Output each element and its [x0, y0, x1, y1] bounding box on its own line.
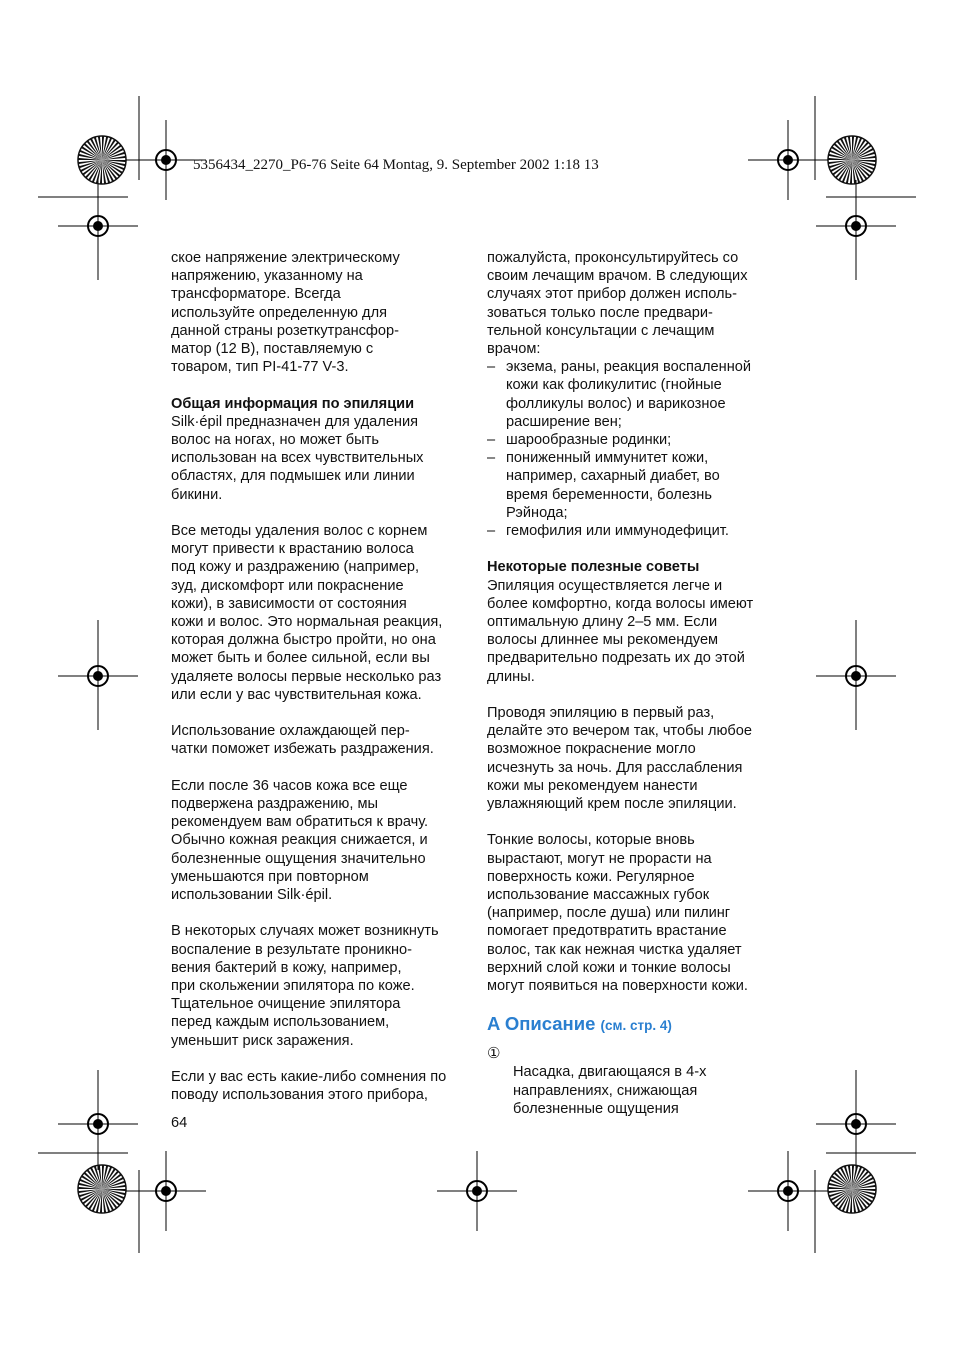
paragraph-first-time: Проводя эпиляцию в первый раз, делайте это вечером так, чтобы любое возможное покраснение могло исчезнуть за ночь. Для расслабления кожи мы рекомендуем нанести увлажняющий крем после эпиляции. [487, 705, 753, 813]
paragraph-methods: Все методы удаления волос с корнем могут привести к врастанию волоса под кожу и раздражению (например, зуд, дискомфорт или покраснение кожи), в зависимости от состояния кожи и волос. Это нормальная реакция, которая должна быстро пройти, но она может быть и более сильной, если вы удаляете волосы первые несколько раз или если у вас чувствительная кожа. [171, 523, 443, 703]
page-number: 64 [171, 1115, 188, 1131]
list-item: – пониженный иммунитет кожи, например, сахарный диабет, во время беременности, болезнь Рэйнода; [487, 450, 720, 521]
registration-target-icon [58, 636, 138, 716]
section-page-ref: (см. стр. 4) [600, 1018, 672, 1034]
description-item-1 [487, 1045, 787, 1118]
paragraph-consult: пожалуйста, проконсультируйтесь со своим лечащим врачом. В следующих случаях этот прибор должен исполь- зоваться только после предвари- тельной консультации с лечащим врачом: [487, 250, 748, 358]
registration-target-icon [816, 1084, 896, 1164]
color-wheel-icon [828, 1165, 876, 1213]
color-wheel-icon [828, 136, 876, 184]
list-item: – шарообразные родинки; [487, 432, 672, 449]
paragraph-ingrown: Тонкие волосы, которые вновь вырастают, могут не прорасти на поверхность кожи. Регулярное использование массажных губок (например, после душа) или пилинг помогает предотвратить врастание волос, так как нежная чистка удаляет верхний слой кожи и тонкие волосы могут появиться на поверхности кожи. [487, 832, 748, 995]
print-header: 5356434_2270_P6-76 Seite 64 Montag, 9. September 2002 1:18 13 [193, 157, 599, 173]
registration-target-icon [437, 1151, 517, 1231]
contraindication-list [487, 358, 787, 540]
registration-target-icon [126, 1151, 206, 1231]
color-wheel-icon [78, 136, 126, 184]
section-title-description: A Описание (см. стр. 4) [487, 1013, 672, 1035]
item-1-text: Насадка, двигающаяся в 4-х направлениях, снижающая болезненные ощущения [513, 1064, 707, 1117]
paragraph-cooling-glove: Использование охлаждающей пер- чатки поможет избежать раздражения. [171, 723, 434, 758]
list-item: – экзема, раны, реакция воспаленной кожи как фоликулитис (гнойные фолликулы волос) и варикозное расширение вен; [487, 359, 752, 430]
tips-heading: Некоторые полезные советы [487, 559, 700, 576]
registration-target-icon [748, 1151, 828, 1231]
registration-target-icon [58, 1084, 138, 1164]
registration-target-icon [816, 186, 896, 266]
paragraph-inflammation: В некоторых случаях может возникнуть воспаление в результате проникно- вения бактерий в кожу, например, при скольжении эпилятора по коже. Тщательное очищение эпилятора перед каждым использованием, уменьшит риск заражения. [171, 923, 439, 1049]
paragraph-irritation: Если после 36 часов кожа все еще подвержена раздражению, мы рекомендуем вам обратиться к врачу. Обычно кожная реакция снижается, и болезненные ощущения значительно уменьшаются при повторном использовании Silk·épil. [171, 777, 429, 904]
registration-target-icon [816, 636, 896, 716]
general-info-heading: Общая информация по эпиляции [171, 395, 415, 412]
paragraph-usage: Silk·épil предназначен для удаления волос на ногах, но может быть использован на всех чувствительных областях, для подмышек или линии бикини. [171, 413, 424, 503]
paragraph-doubts: Если у вас есть какие-либо сомнения по поводу использования этого прибора, [171, 1069, 447, 1104]
color-wheel-icon [78, 1165, 126, 1213]
list-item: – гемофилия или иммунодефицит. [487, 523, 729, 540]
left-column [171, 249, 471, 1104]
registration-target-icon [748, 120, 828, 200]
paragraph-hair-length: Эпиляция осуществляется легче и более комфортно, когда волосы имеют оптимальную длину 2–5 мм. Если волосы длиннее мы рекомендуем предварительно подрезать их до этой длины. [487, 577, 754, 685]
registration-target-icon [58, 186, 138, 266]
intro-paragraph: ское напряжение электрическому напряжению, указанному на трансформаторе. Всегда используйте определенную для данной страны розеткутрансфор- матор (12 В), поставляемую с товаром, тип PI-41-77 V-3. [171, 250, 400, 376]
right-column [487, 249, 787, 1118]
item-number-icon: ① [487, 1045, 501, 1063]
